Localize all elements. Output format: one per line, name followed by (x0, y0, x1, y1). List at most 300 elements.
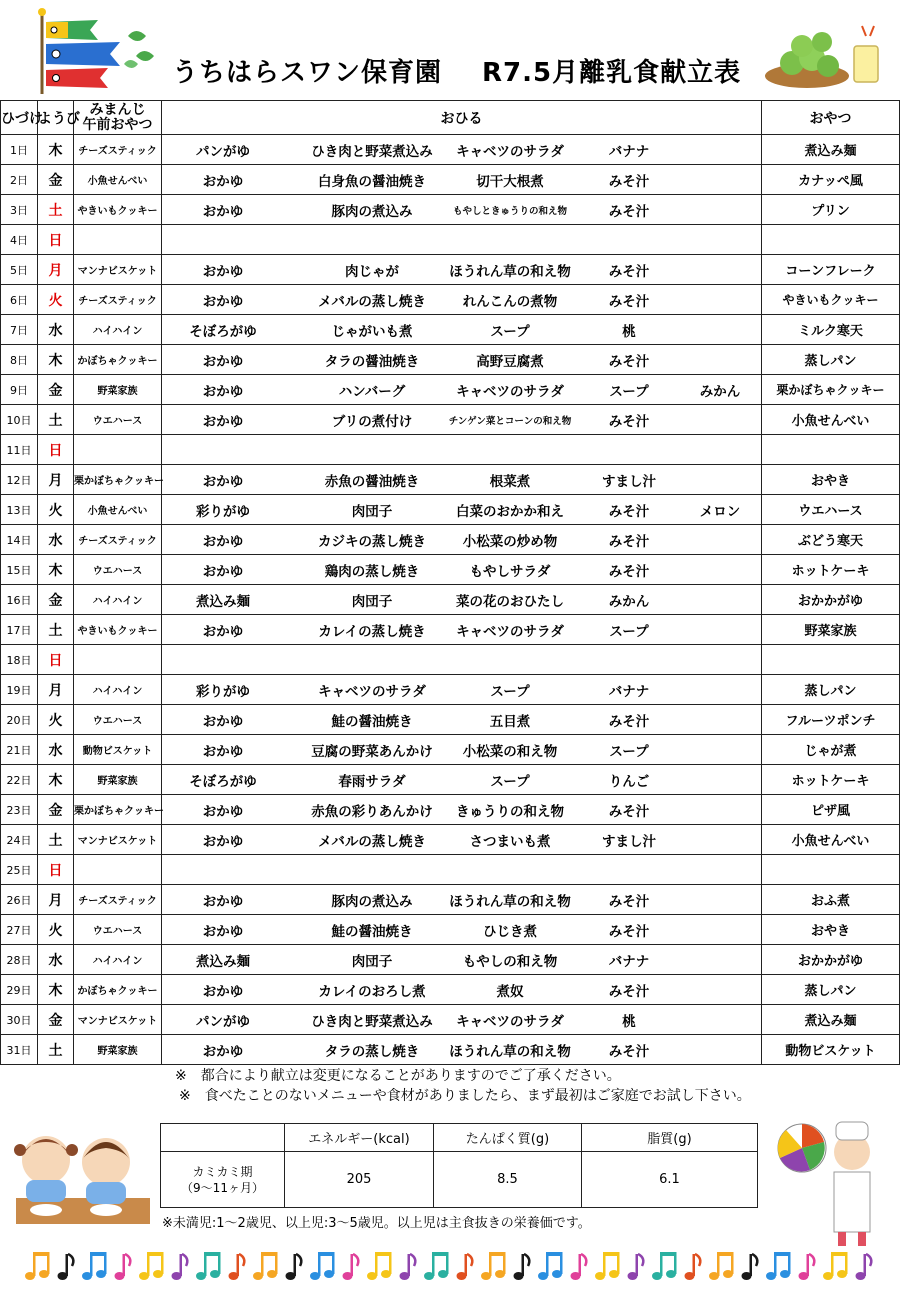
lunch-items (162, 585, 762, 614)
lunch-cell (162, 315, 762, 345)
lunch-item: もやしサラダ (469, 563, 551, 580)
dow-cell: 日 (38, 435, 74, 465)
pm-snack-cell: おやき (762, 915, 900, 945)
lunch-item: 豚肉の煮込み (331, 893, 413, 910)
table-row (1, 1005, 900, 1035)
music-note-icon (58, 1254, 74, 1280)
lunch-item: みそ汁 (608, 353, 650, 370)
table-row (1, 885, 900, 915)
lunch-cell (162, 555, 762, 585)
lunch-item: 白身魚の醤油焼き (318, 173, 426, 190)
date-cell: 22日 (1, 765, 38, 795)
lunch-items (162, 915, 762, 944)
am-snack-cell: 野菜家族 (74, 375, 162, 405)
lunch-cell (162, 345, 762, 375)
date-cell: 14日 (1, 525, 38, 555)
lunch-item: パンがゆ (196, 1013, 250, 1030)
nutrition-header-fat: 脂質(g) (582, 1124, 758, 1152)
lunch-item: 豚肉の煮込み (331, 203, 413, 220)
am-snack-cell: ウエハース (74, 705, 162, 735)
am-snack-cell: 動物ビスケット (74, 735, 162, 765)
lunch-items (162, 855, 762, 884)
am-snack-cell: ハイハイン (74, 315, 162, 345)
table-row (1, 555, 900, 585)
lunch-item: 彩りがゆ (196, 503, 250, 520)
dow-cell: 日 (38, 225, 74, 255)
music-note-icon (115, 1254, 131, 1280)
music-note-icon (823, 1252, 848, 1280)
dow-cell: 金 (38, 795, 74, 825)
dow-cell: 火 (38, 705, 74, 735)
lunch-item: みかん (699, 383, 741, 400)
am-snack-cell: ウエハース (74, 405, 162, 435)
lunch-item: おかゆ (202, 353, 244, 370)
date-cell: 17日 (1, 615, 38, 645)
pm-snack-cell: ミルク寒天 (762, 315, 900, 345)
table-row (1, 405, 900, 435)
lunch-item: みそ汁 (608, 533, 650, 550)
lunch-item: 春雨サラダ (338, 773, 406, 790)
date-cell: 5日 (1, 255, 38, 285)
pm-snack-cell (762, 225, 900, 255)
lunch-item: スープ (490, 323, 530, 340)
lunch-item: すまし汁 (602, 833, 656, 850)
lunch-item: みそ汁 (608, 713, 650, 730)
lunch-item: みそ汁 (608, 983, 650, 1000)
lunch-items (162, 345, 762, 374)
nutrition-footnote: ※未満児:1～2歳児、以上児:3～5歳児。以上児は主食抜きの栄養価です。 (162, 1216, 591, 1231)
lunch-item: みかん (608, 593, 650, 610)
lunch-item: スープ (609, 383, 649, 400)
lunch-item: みそ汁 (608, 503, 650, 520)
lunch-item: ほうれん草の和え物 (449, 893, 571, 910)
lunch-item: そぼろがゆ (189, 773, 257, 790)
date-cell: 15日 (1, 555, 38, 585)
menu-body (1, 135, 900, 1065)
date-cell: 29日 (1, 975, 38, 1005)
pm-snack-cell: 蒸しパン (762, 675, 900, 705)
lunch-item: スープ (609, 743, 649, 760)
am-snack-cell: かぼちゃクッキー (74, 345, 162, 375)
lunch-item: ほうれん草の和え物 (449, 263, 571, 280)
page-header (0, 0, 900, 100)
lunch-item: みそ汁 (608, 923, 650, 940)
music-note-icon (196, 1252, 221, 1280)
lunch-item: 赤魚の醤油焼き (324, 473, 420, 490)
header-am-snack (74, 101, 162, 135)
dow-cell: 金 (38, 165, 74, 195)
table-row (1, 285, 900, 315)
lunch-item: 小松菜の和え物 (462, 743, 558, 760)
lunch-items (162, 765, 762, 794)
lunch-item: パンがゆ (196, 143, 250, 160)
nutritionist-icon (770, 1108, 895, 1248)
lunch-item: キャベツのサラダ (456, 623, 564, 640)
lunch-item: バナナ (608, 683, 650, 700)
dow-cell: 土 (38, 615, 74, 645)
lunch-item: おかゆ (202, 803, 244, 820)
date-cell: 11日 (1, 435, 38, 465)
am-snack-cell: マンナビスケット (74, 825, 162, 855)
pm-snack-cell: 動物ビスケット (762, 1035, 900, 1065)
dow-cell: 月 (38, 675, 74, 705)
lunch-item: 煮奴 (496, 983, 524, 1000)
music-note-icon (400, 1254, 416, 1280)
lunch-items (162, 525, 762, 554)
am-snack-cell: やきいもクッキー (74, 615, 162, 645)
pm-snack-cell: 栗かぼちゃクッキー (762, 375, 900, 405)
date-cell: 1日 (1, 135, 38, 165)
table-row (1, 675, 900, 705)
lunch-item: ほうれん草の和え物 (449, 1043, 571, 1060)
lunch-cell (162, 885, 762, 915)
lunch-item: メバルの蒸し焼き (318, 293, 426, 310)
lunch-item: おかゆ (202, 533, 244, 550)
pm-snack-cell: コーンフレーク (762, 255, 900, 285)
am-snack-cell: 小魚せんべい (74, 495, 162, 525)
date-cell: 27日 (1, 915, 38, 945)
am-snack-cell: ハイハイン (74, 675, 162, 705)
am-snack-cell: チーズスティック (74, 525, 162, 555)
music-note-icon (685, 1254, 701, 1280)
table-row (1, 345, 900, 375)
music-note-icon (799, 1254, 815, 1280)
children-eating-icon (6, 1120, 154, 1230)
lunch-cell (162, 165, 762, 195)
lunch-item: おかゆ (202, 263, 244, 280)
lunch-items (162, 885, 762, 914)
lunch-item: ひき肉と野菜煮込み (311, 1013, 433, 1030)
am-snack-cell (74, 225, 162, 255)
pm-snack-cell: やきいもクッキー (762, 285, 900, 315)
lunch-item: キャベツのサラダ (318, 683, 426, 700)
am-snack-cell: ハイハイン (74, 945, 162, 975)
lunch-item: そぼろがゆ (189, 323, 257, 340)
lunch-cell (162, 945, 762, 975)
lunch-cell (162, 1035, 762, 1065)
lunch-cell (162, 645, 762, 675)
nutrition-energy: 205 (285, 1152, 434, 1208)
header-lunch: おひる (162, 101, 762, 135)
table-row (1, 435, 900, 465)
lunch-item: すまし汁 (602, 473, 656, 490)
dow-cell: 木 (38, 975, 74, 1005)
lunch-items (162, 945, 762, 974)
pm-snack-cell: 煮込み麺 (762, 1005, 900, 1035)
lunch-item: バナナ (608, 953, 650, 970)
lunch-item: みそ汁 (608, 413, 650, 430)
am-snack-cell: やきいもクッキー (74, 195, 162, 225)
dow-cell: 木 (38, 555, 74, 585)
lunch-item: 鮭の醤油焼き (331, 923, 413, 940)
am-snack-cell: マンナビスケット (74, 255, 162, 285)
lunch-items (162, 315, 762, 344)
date-cell: 26日 (1, 885, 38, 915)
nutrition-header-row (161, 1124, 758, 1152)
lunch-items (162, 255, 762, 284)
lunch-item: 豆腐の野菜あんかけ (311, 743, 433, 760)
lunch-cell (162, 195, 762, 225)
pm-snack-cell: カナッペ風 (762, 165, 900, 195)
lunch-item: おかゆ (202, 623, 244, 640)
lunch-cell (162, 465, 762, 495)
table-row (1, 645, 900, 675)
lunch-item: おかゆ (202, 743, 244, 760)
lunch-item: おかゆ (202, 713, 244, 730)
date-cell: 31日 (1, 1035, 38, 1065)
date-cell: 7日 (1, 315, 38, 345)
dow-cell: 金 (38, 375, 74, 405)
table-row (1, 255, 900, 285)
lunch-item: ひき肉と野菜煮込み (311, 143, 433, 160)
table-header-row (1, 101, 900, 135)
lunch-item: おかゆ (202, 173, 244, 190)
date-cell: 24日 (1, 825, 38, 855)
pm-snack-cell: ピザ風 (762, 795, 900, 825)
dow-cell: 水 (38, 945, 74, 975)
lunch-item: 赤魚の彩りあんかけ (311, 803, 433, 820)
dow-cell: 水 (38, 315, 74, 345)
lunch-item: 桃 (622, 1013, 636, 1030)
pm-snack-cell (762, 855, 900, 885)
lunch-item: 肉じゃが (345, 263, 399, 280)
dow-cell: 金 (38, 1005, 74, 1035)
lunch-item: みそ汁 (608, 803, 650, 820)
music-note-icon (742, 1254, 758, 1280)
lunch-item: おかゆ (202, 1043, 244, 1060)
lunch-item: タラの醤油焼き (324, 353, 420, 370)
dow-cell: 火 (38, 495, 74, 525)
pm-snack-cell: じゃが煮 (762, 735, 900, 765)
lunch-item: カレイのおろし煮 (318, 983, 426, 1000)
lunch-items (162, 615, 762, 644)
music-note-icon (538, 1252, 563, 1280)
lunch-cell (162, 225, 762, 255)
am-snack-cell: チーズスティック (74, 285, 162, 315)
lunch-item: キャベツのサラダ (456, 143, 564, 160)
lunch-item: おかゆ (202, 293, 244, 310)
nutrition-table (160, 1123, 758, 1208)
lunch-cell (162, 915, 762, 945)
lunch-item: みそ汁 (608, 263, 650, 280)
lunch-item: おかゆ (202, 203, 244, 220)
music-note-icon (286, 1254, 302, 1280)
lunch-cell (162, 495, 762, 525)
pm-snack-cell: 蒸しパン (762, 345, 900, 375)
table-row (1, 825, 900, 855)
lunch-item: チンゲン菜とコーンの和え物 (448, 415, 572, 427)
lunch-item: バナナ (608, 143, 650, 160)
note-1: ※ 都合により献立は変更になることがありますのでご了承ください。 (175, 1068, 621, 1084)
lunch-items (162, 285, 762, 314)
music-notes-decoration (0, 1246, 900, 1286)
music-note-icon (172, 1254, 188, 1280)
lunch-cell (162, 765, 762, 795)
lunch-item: 白菜のおかか和え (456, 503, 564, 520)
header-date: ひづけ (1, 101, 38, 135)
lunch-cell (162, 735, 762, 765)
lunch-item: おかゆ (202, 983, 244, 1000)
dow-cell: 火 (38, 915, 74, 945)
lunch-cell (162, 255, 762, 285)
table-row (1, 195, 900, 225)
date-cell: 21日 (1, 735, 38, 765)
lunch-item: 桃 (622, 323, 636, 340)
lunch-items (162, 225, 762, 254)
lunch-item: みそ汁 (608, 203, 650, 220)
lunch-item: おかゆ (202, 923, 244, 940)
lunch-items (162, 435, 762, 464)
dow-cell: 木 (38, 765, 74, 795)
date-cell: 9日 (1, 375, 38, 405)
music-note-icon (652, 1252, 677, 1280)
lunch-item: 鶏肉の蒸し焼き (324, 563, 420, 580)
date-cell: 6日 (1, 285, 38, 315)
lunch-item: ブリの煮付け (331, 413, 413, 430)
nutrition-header-energy: エネルギー(kcal) (285, 1124, 434, 1152)
dow-cell: 月 (38, 255, 74, 285)
lunch-item: ハンバーグ (338, 383, 406, 400)
pm-snack-cell: 蒸しパン (762, 975, 900, 1005)
lunch-item: さつまいも煮 (469, 833, 551, 850)
nutrition-protein: 8.5 (434, 1152, 582, 1208)
dow-cell: 土 (38, 405, 74, 435)
koinobori-icon (28, 6, 163, 96)
lunch-cell (162, 975, 762, 1005)
lunch-item: 鮭の醤油焼き (331, 713, 413, 730)
dow-cell: 水 (38, 735, 74, 765)
pm-snack-cell: 小魚せんべい (762, 825, 900, 855)
dow-cell: 土 (38, 1035, 74, 1065)
lunch-item: スープ (609, 623, 649, 640)
lunch-items (162, 165, 762, 194)
am-snack-cell: ウエハース (74, 915, 162, 945)
menu-table (0, 100, 900, 1065)
lunch-items (162, 645, 762, 674)
music-note-icon (367, 1252, 392, 1280)
lunch-cell (162, 615, 762, 645)
lunch-item: もやしときゅうりの和え物 (452, 205, 568, 217)
notes (175, 1066, 751, 1106)
date-cell: 12日 (1, 465, 38, 495)
date-cell: 4日 (1, 225, 38, 255)
pm-snack-cell: ホットケーキ (762, 555, 900, 585)
pm-snack-cell: おかかがゆ (762, 945, 900, 975)
pm-snack-cell: おやき (762, 465, 900, 495)
music-note-icon (82, 1252, 107, 1280)
lunch-cell (162, 585, 762, 615)
lunch-items (162, 795, 762, 824)
nutrition-fat: 6.1 (582, 1152, 758, 1208)
am-snack-cell: 栗かぼちゃクッキー (74, 465, 162, 495)
lunch-item: みそ汁 (608, 563, 650, 580)
nursery-name: うちはらスワン保育園 (172, 58, 443, 88)
lunch-item: りんご (608, 773, 650, 790)
lunch-item: 根菜煮 (489, 473, 531, 490)
music-note-icon (595, 1252, 620, 1280)
dow-cell: 木 (38, 135, 74, 165)
lunch-items (162, 975, 762, 1004)
dow-cell: 日 (38, 645, 74, 675)
lunch-items (162, 405, 762, 434)
am-snack-cell: チーズスティック (74, 135, 162, 165)
music-note-icon (571, 1254, 587, 1280)
music-note-icon (766, 1252, 791, 1280)
date-cell: 16日 (1, 585, 38, 615)
music-note-icon (310, 1252, 335, 1280)
lunch-item: タラの蒸し焼き (324, 1043, 420, 1060)
pm-snack-cell: ウエハース (762, 495, 900, 525)
date-cell: 2日 (1, 165, 38, 195)
lunch-item: れんこんの煮物 (462, 293, 558, 310)
header-am-snack-line2: 午前おやつ (82, 116, 153, 133)
lunch-cell (162, 825, 762, 855)
date-cell: 13日 (1, 495, 38, 525)
nutrition-term-line2: （9～11ヶ月） (181, 1180, 264, 1195)
lunch-item: おかゆ (202, 833, 244, 850)
table-row (1, 735, 900, 765)
lunch-items (162, 1005, 762, 1034)
date-cell: 19日 (1, 675, 38, 705)
lunch-items (162, 555, 762, 584)
table-row (1, 495, 900, 525)
lunch-item: みそ汁 (608, 1043, 650, 1060)
table-row (1, 1035, 900, 1065)
pm-snack-cell: ホットケーキ (762, 765, 900, 795)
nutrition-term (161, 1152, 285, 1208)
music-note-icon (343, 1254, 359, 1280)
lunch-item: 肉団子 (351, 593, 393, 610)
lunch-item: おかゆ (202, 473, 244, 490)
music-note-icon (856, 1254, 872, 1280)
lunch-item: きゅうりの和え物 (456, 803, 564, 820)
lunch-item: カジキの蒸し焼き (318, 533, 426, 550)
pm-snack-cell (762, 435, 900, 465)
lunch-item: 五目煮 (489, 713, 531, 730)
pm-snack-cell: プリン (762, 195, 900, 225)
music-note-icon (424, 1252, 449, 1280)
lunch-cell (162, 705, 762, 735)
note-2: ※ 食べたことのないメニューや食材がありましたら、まず最初はご家庭でお試し下さい。 (179, 1088, 751, 1104)
am-snack-cell (74, 435, 162, 465)
table-row (1, 975, 900, 1005)
dow-cell: 土 (38, 195, 74, 225)
lunch-items (162, 135, 762, 164)
lunch-cell (162, 525, 762, 555)
nutrition-header-protein: たんぱく質(g) (434, 1124, 582, 1152)
lunch-item: じゃがいも煮 (331, 323, 413, 340)
pm-snack-cell: フルーツポンチ (762, 705, 900, 735)
lunch-item: 煮込み麺 (196, 953, 250, 970)
lunch-cell (162, 405, 762, 435)
lunch-item: おかゆ (202, 413, 244, 430)
lunch-cell (162, 1005, 762, 1035)
nutrition-header-blank (161, 1124, 285, 1152)
am-snack-cell (74, 855, 162, 885)
lunch-item: スープ (490, 683, 530, 700)
lunch-item: おかゆ (202, 383, 244, 400)
lunch-item: ひじき煮 (483, 923, 537, 940)
music-note-icon (253, 1252, 278, 1280)
lunch-cell (162, 375, 762, 405)
lunch-item: 小松菜の炒め物 (462, 533, 558, 550)
lunch-items (162, 495, 762, 524)
date-cell: 18日 (1, 645, 38, 675)
menu-title: R7.5月離乳食献立表 (482, 58, 742, 88)
pm-snack-cell (762, 645, 900, 675)
dow-cell: 土 (38, 825, 74, 855)
music-note-icon (25, 1252, 50, 1280)
